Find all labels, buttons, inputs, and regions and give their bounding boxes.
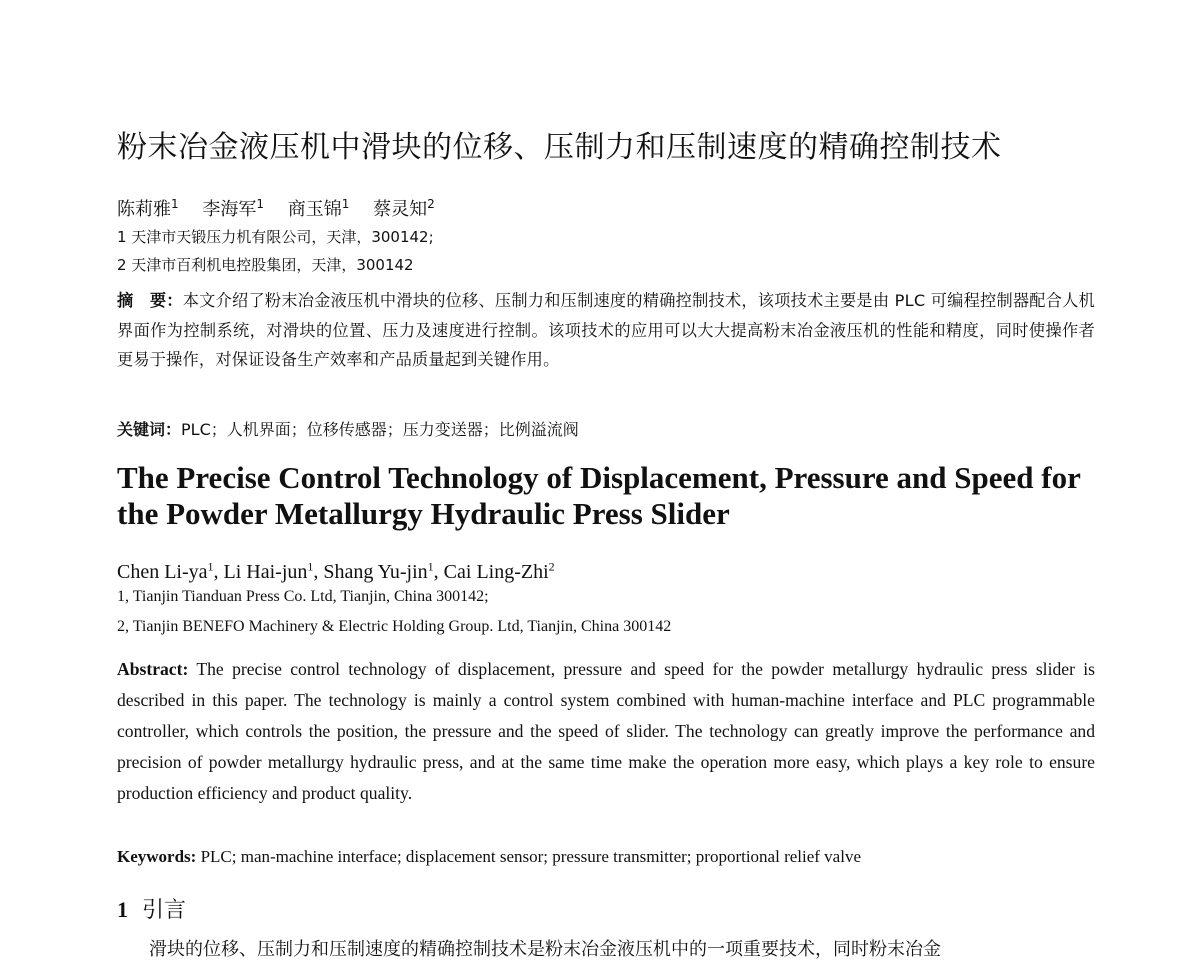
english-keywords-text: PLC; man-machine interface; displacement sensor; pressure transmitter; proportional relief valve	[200, 847, 861, 866]
chinese-author	[288, 199, 350, 220]
author-affiliation-mark: 1	[427, 559, 434, 573]
author-affiliation-mark: 1	[207, 559, 214, 573]
chinese-abstract-text: 本文介绍了粉末冶金液压机中滑块的位移、压制力和压制速度的精确控制技术，该项技术主要是由 PLC 可编程控制器配合人机界面作为控制系统，对滑块的位置、压力及速度进行控制。该项技术的应用可以大大提高粉末冶金液压机的性能和精度，同时使操作者更易于操作，对保证设备生产效率和产品质量起到关键作用。	[117, 291, 1095, 369]
english-keywords-label: Keywords:	[117, 847, 197, 866]
chinese-keywords-text: PLC；人机界面；位移传感器；压力变送器；比例溢流阀	[181, 420, 579, 439]
english-abstract-text: The precise control technology of displacement, pressure and speed for the powder metallurgy hydraulic press slider is described in this paper. The technology is mainly a control system combined with human-machine interface and PLC programmable controller, which controls the position, the pressure and the speed of slider. The technology can greatly improve the performance and precision of powder metallurgy hydraulic press, and at the same time make the operation more easy, which plays a key role to ensure production efficiency and product quality.	[117, 659, 1095, 803]
author-name: Shang Yu-jin	[323, 560, 428, 583]
english-abstract	[117, 654, 1095, 809]
chinese-author	[117, 199, 179, 220]
chinese-title: 粉末冶金液压机中滑块的位移、压制力和压制速度的精确控制技术	[117, 130, 1002, 165]
body-text-first-line: 滑块的位移、压制力和压制速度的精确控制技术是粉末冶金液压机中的一项重要技术，同时粉末冶金	[149, 939, 941, 960]
author-name: Chen Li-ya	[117, 560, 208, 583]
section-heading	[117, 894, 186, 927]
english-affiliation-1: 1, Tianjin Tianduan Press Co. Ltd, Tianjin, China 300142;	[117, 588, 489, 605]
chinese-keywords	[117, 416, 579, 444]
english-author	[224, 561, 314, 583]
english-affiliation-2: 2, Tianjin BENEFO Machinery & Electric Holding Group. Ltd, Tianjin, China 300142	[117, 618, 672, 635]
author-affiliation-mark: 2	[427, 197, 435, 211]
author-affiliation-mark: 1	[256, 197, 265, 211]
english-abstract-label: Abstract:	[117, 659, 189, 679]
section-title: 引言	[142, 898, 187, 923]
chinese-affiliation-1: 1 天津市天锻压力机有限公司，天津，300142;	[117, 228, 434, 246]
english-author	[117, 561, 214, 583]
author-name: 商玉锦	[287, 199, 342, 220]
author-name: Li Hai-jun	[223, 560, 308, 583]
author-affiliation-mark: 1	[341, 197, 350, 211]
english-title: The Precise Control Technology of Displacement, Pressure and Speed for the Powder Metallurgy Hydraulic Press Slider	[117, 460, 1081, 531]
author-name: 李海军	[202, 199, 257, 220]
chinese-author	[373, 199, 435, 220]
chinese-abstract	[117, 286, 1095, 375]
chinese-affiliation-2: 2 天津市百利机电控股集团，天津，300142	[117, 256, 414, 274]
english-author	[444, 561, 555, 583]
chinese-abstract-label: 摘 要：	[117, 291, 183, 310]
author-name: 陈莉雅	[117, 199, 171, 220]
author-affiliation-mark: 1	[307, 559, 314, 573]
author-affiliation-mark: 2	[548, 559, 555, 573]
chinese-keywords-label: 关键词：	[117, 420, 182, 439]
section-number: 1	[117, 897, 128, 922]
chinese-author	[202, 199, 264, 220]
chinese-author-list	[117, 190, 453, 224]
author-name: Cai Ling-Zhi	[443, 560, 549, 583]
author-name: 蔡灵知	[373, 199, 428, 220]
english-keywords	[117, 842, 861, 872]
english-author-list: Chen $Li-ya^1$, Li Hai-jun$^1$, Shang Yu-jin$^1$, Cai Ling-Zhi$^2$	[117, 559, 555, 583]
author-affiliation-mark: 1	[171, 197, 179, 211]
english-author	[323, 561, 433, 583]
